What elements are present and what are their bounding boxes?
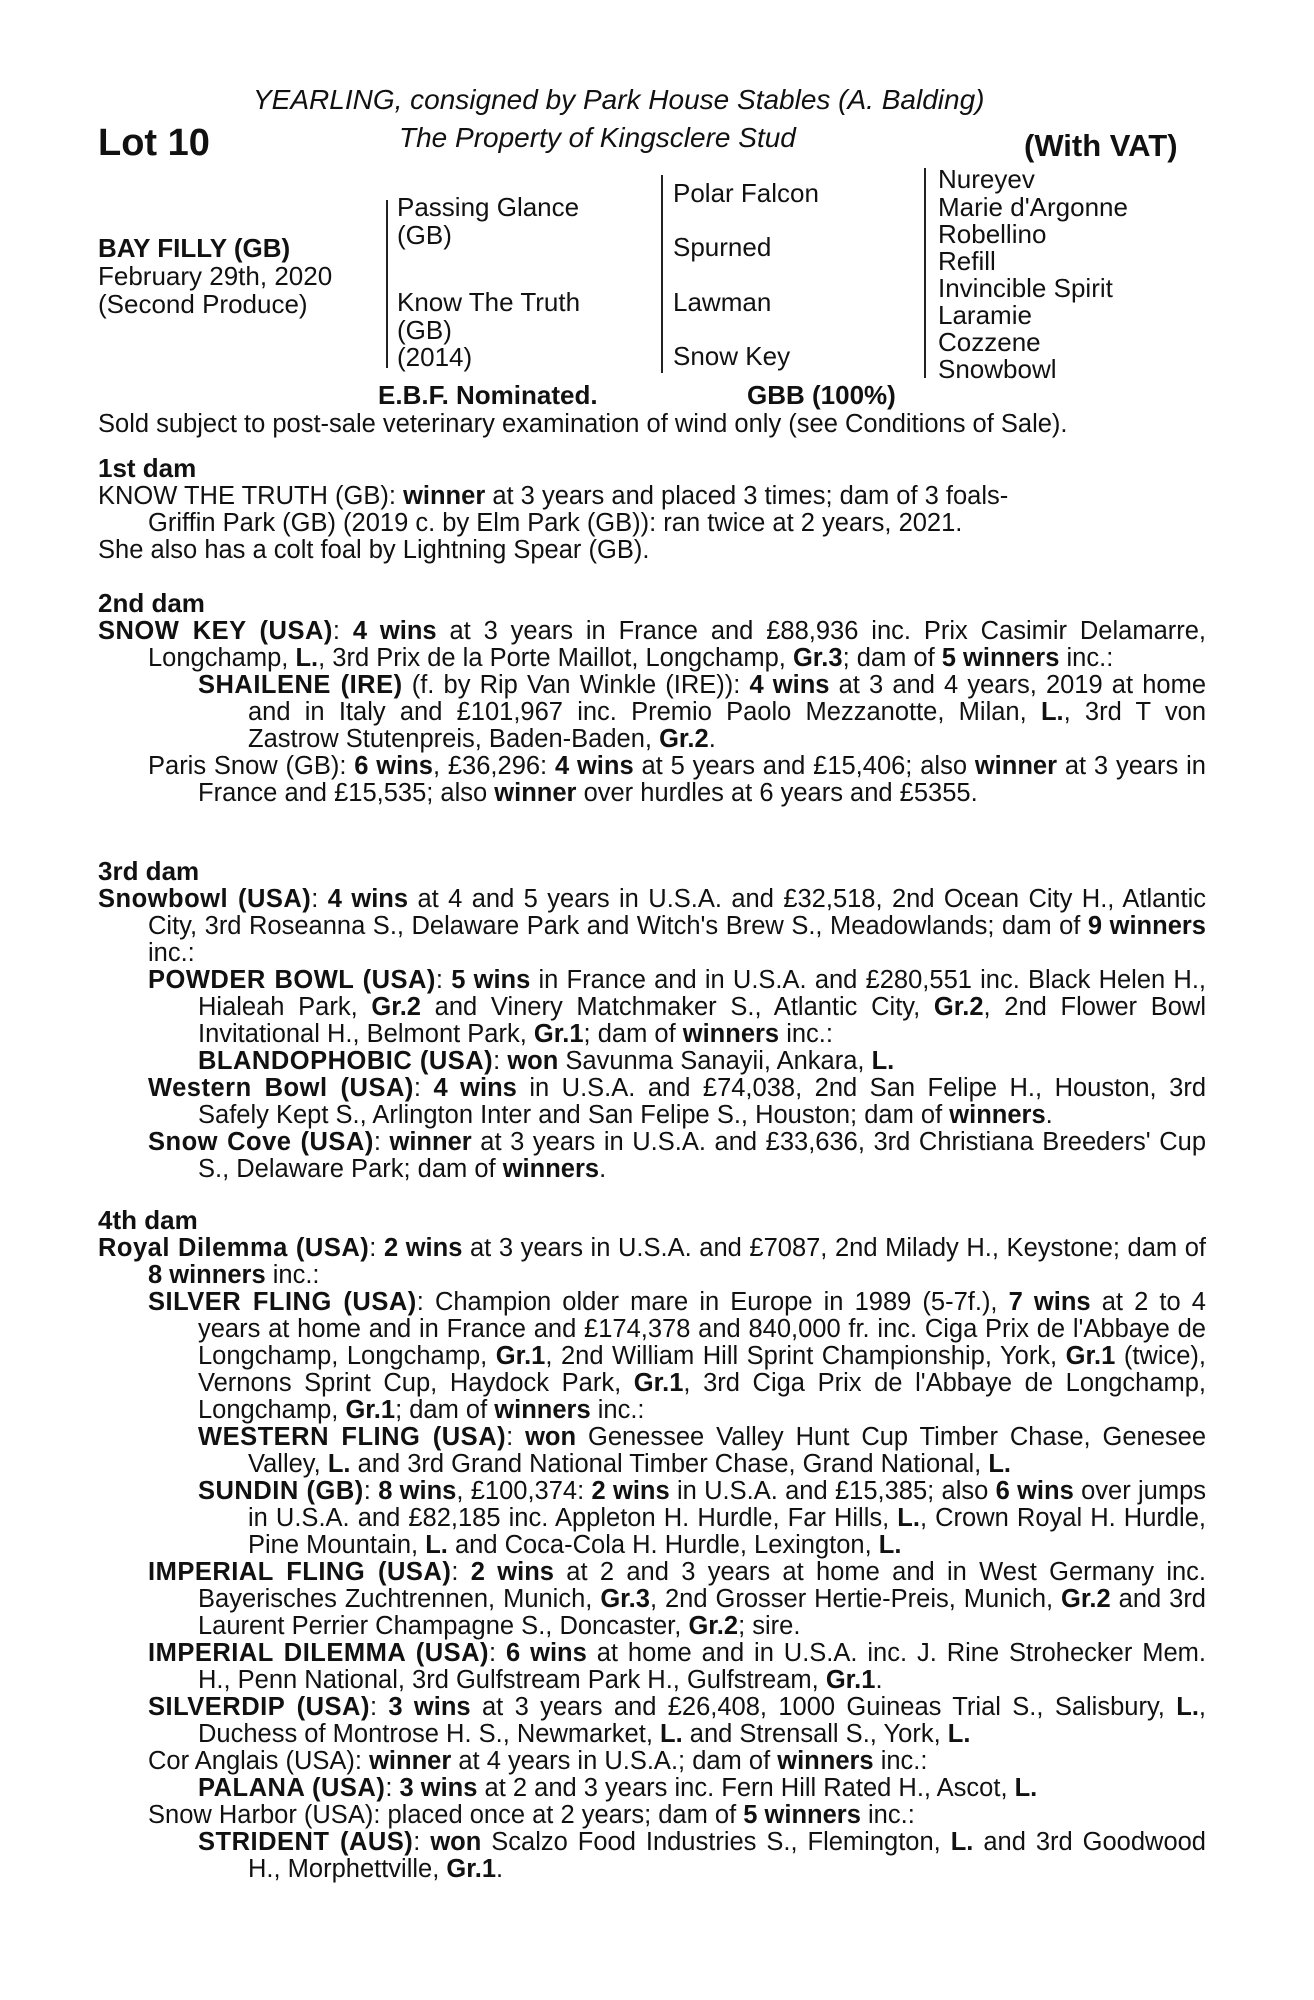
pedigree-gen3: Snowbowl [938,354,1057,384]
section-2nd-dam [98,590,1206,807]
pedigree-gen3: Marie d'Argonne [938,192,1128,222]
dam4-cor-anglais: Cor Anglais (USA): winner at 4 years in U.S.A.; dam of winners inc.: [148,1747,928,1775]
heading-4th-dam: 4th dam [98,1205,198,1235]
dam4-snow-harbor: Snow Harbor (USA): placed once at 2 years; dam of 5 winners inc.: [148,1801,915,1829]
dam3-western-bowl: Western Bowl (USA): 4 wins in U.S.A. and £74,038, 2nd San Felipe H., Houston, 3rd Safely Kept S., Arlington Inter and San Felipe S., Houston; dam of winners. [148,1074,1206,1129]
heading-1st-dam: 1st dam [98,453,197,483]
property-line: The Property of Kingsclere Stud [399,122,796,153]
section-4th-dam [98,1207,1206,1883]
horse-name: BAY FILLY (GB) [98,233,291,263]
gbb-status: GBB (100%) [747,380,896,410]
pedigree-gen2: Polar Falcon [673,178,819,208]
pedigree-gen3: Robellino [938,219,1047,249]
heading-3rd-dam: 3rd dam [98,856,200,886]
lot-number: Lot 10 [98,122,210,164]
consignor-line: YEARLING, consigned by Park House Stables (A. Balding) [253,84,985,115]
sale-condition: Sold subject to post-sale veterinary examination of wind only (see Conditions of Sale). [98,410,1068,438]
sire-origin: (GB) [397,220,452,250]
pedigree-gen2: Spurned [673,232,772,262]
pedigree-line-3 [924,168,926,378]
pedigree-gen2: Snow Key [673,341,791,371]
dam4-silver-fling: SILVER FLING (USA): Champion older mare in Europe in 1989 (5-7f.), 7 wins at 2 to 4 years at home and in France and £174,378 and 840,000 fr. inc. Ciga Prix de l'Abbaye de Longchamp, Longchamp, Gr.1, 2nd William Hill Sprint Championship, York, Gr.1 (twice), Vernons Sprint Cup, Haydock Park, Gr.1, 3rd Ciga Prix de l'Abbaye de Longchamp, Longchamp, Gr.1; dam of winners inc.: [148,1288,1206,1424]
dam4-strident: STRIDENT (AUS): won Scalzo Food Industries S., Flemington, L. and 3rd Goodwood H., Morphettville, Gr.1. [198,1828,1206,1883]
dam4-western-fling: WESTERN FLING (USA): won Genessee Valley Hunt Cup Timber Chase, Genesee Valley, L. and 3rd Grand National Timber Chase, Grand National, L. [198,1423,1207,1478]
dam4-silverdip: SILVERDIP (USA): 3 wins at 3 years and £26,408, 1000 Guineas Trial S., Salisbury, L., Duchess of Montrose H. S., Newmarket, L. and Strensall S., York, L. [148,1693,1207,1748]
sire-name: Passing Glance [397,192,580,222]
vat-label: (With VAT) [1024,128,1178,163]
pedigree-gen3: Laramie [938,300,1032,330]
dam3-blandophobic: BLANDOPHOBIC (USA): won Savunma Sanayii, Ankara, L. [198,1047,895,1075]
dam2-paris-snow: Paris Snow (GB): 6 wins, £36,296: 4 wins at 5 years and £15,406; also winner at 3 years in France and £15,535; also winner over hurdles at 6 years and £5355. [148,752,1206,807]
dam3-snow-cove: Snow Cove (USA): winner at 3 years in U.S.A. and £33,636, 3rd Christiana Breeders' Cup S., Delaware Park; dam of winners. [148,1128,1207,1183]
pedigree-gen3: Refill [938,246,996,276]
section-1st-dam [98,455,1206,564]
pedigree-gen3: Invincible Spirit [938,273,1113,303]
dam3-powder-bowl: POWDER BOWL (USA): 5 wins in France and in U.S.A. and £280,551 inc. Black Helen H., Hialeah Park, Gr.2 and Vinery Matchmaker S., Atlantic City, Gr.2, 2nd Flower Bowl Invitational H., Belmont Park, Gr.1; dam of winners inc.: [148,966,1206,1048]
dam4-entry: Royal Dilemma (USA): 2 wins at 3 years in U.S.A. and £7087, 2nd Milady H., Keystone; dam of 8 winners inc.: [98,1234,1207,1289]
dam4-imperial-fling: IMPERIAL FLING (USA): 2 wins at 2 and 3 years at home and in West Germany inc. Bayerisches Zuchtrennen, Munich, Gr.3, 2nd Grosser Hertie-Preis, Munich, Gr.2 and 3rd Laurent Perrier Champagne S., Doncaster, Gr.2; sire. [148,1558,1207,1640]
dam2-shailene: SHAILENE (IRE) (f. by Rip Van Winkle (IRE)): 4 wins at 3 and 4 years, 2019 at home and in Italy and £101,967 inc. Premio Paolo Mezzanotte, Milan, L., 3rd T von Zastrow Stutenpreis, Baden-Baden, Gr.2. [198,671,1207,753]
horse-produce: (Second Produce) [98,289,308,319]
dam-name: Know The Truth [397,287,581,317]
dam-origin: (GB) [397,315,452,345]
heading-2nd-dam: 2nd dam [98,588,205,618]
pedigree-line-1 [386,200,388,368]
dam4-imperial-dilemma: IMPERIAL DILEMMA (USA): 6 wins at home and in U.S.A. inc. J. Rine Strohecker Mem. H., Penn National, 3rd Gulfstream Park H., Gulfstream, Gr.1. [148,1639,1206,1694]
dam3-entry: Snowbowl (USA): 4 wins at 4 and 5 years in U.S.A. and £32,518, 2nd Ocean City H., Atlantic City, 3rd Roseanna S., Delaware Park and Witch's Brew S., Meadowlands; dam of 9 winners inc.: [98,885,1206,967]
dam1-foal-entry: Griffin Park (GB) (2019 c. by Elm Park (GB)): ran twice at 2 years, 2021. [148,509,963,537]
pedigree-line-2 [661,175,663,373]
pedigree-gen3: Nureyev [938,164,1035,194]
horse-dob: February 29th, 2020 [98,261,333,291]
dam1-foal-note: She also has a colt foal by Lightning Spear (GB). [98,536,650,564]
dam4-palana: PALANA (USA): 3 wins at 2 and 3 years inc. Fern Hill Rated H., Ascot, L. [198,1774,1038,1802]
dam1-entry: KNOW THE TRUTH (GB): winner at 3 years and placed 3 times; dam of 3 foals- [98,482,1009,510]
ebf-nominated: E.B.F. Nominated. [378,380,598,410]
pedigree-gen2: Lawman [673,287,772,317]
dam4-sundin: SUNDIN (GB): 8 wins, £100,374: 2 wins in U.S.A. and £15,385; also 6 wins over jumps in U.S.A. and £82,185 inc. Appleton H. Hurdle, Far Hills, L., Crown Royal H. Hurdle, Pine Mountain, L. and Coca-Cola H. Hurdle, Lexington, L. [198,1477,1207,1559]
dam-year: (2014) [397,342,473,372]
section-3rd-dam [98,858,1206,1183]
pedigree-gen3: Cozzene [938,327,1041,357]
dam2-entry: SNOW KEY (USA): 4 wins at 3 years in France and £88,936 inc. Prix Casimir Delamarre, Longchamp, L., 3rd Prix de la Porte Maillot, Longchamp, Gr.3; dam of 5 winners inc.: [98,617,1207,672]
